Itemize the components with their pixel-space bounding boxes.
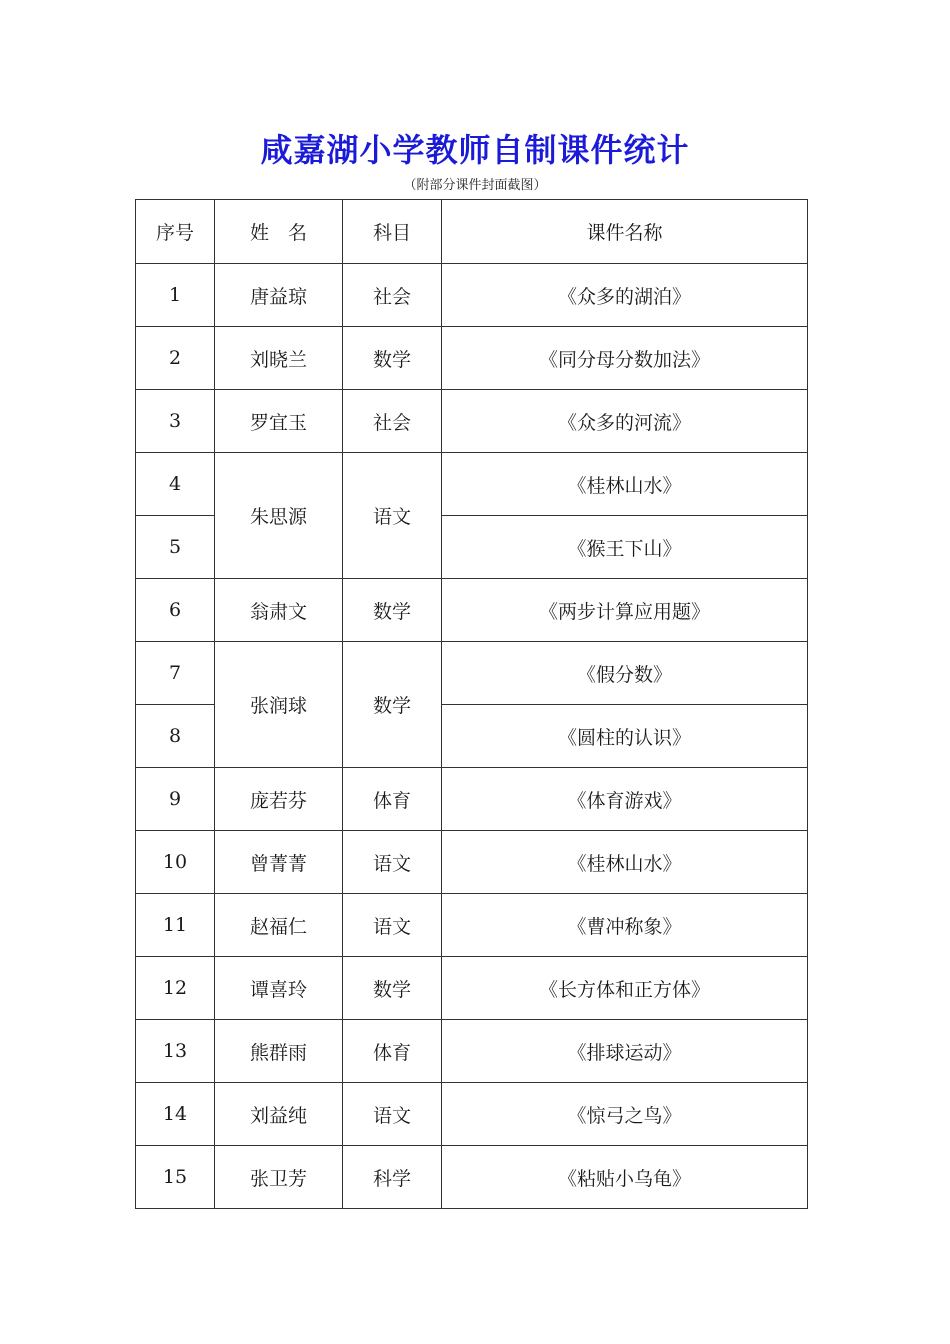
cell-subject: 语文 — [343, 894, 442, 957]
table-row — [136, 894, 808, 957]
cell-course: 《猴王下山》 — [442, 516, 808, 579]
cell-course: 《曹冲称象》 — [442, 894, 808, 957]
cell-subject: 数学 — [343, 957, 442, 1020]
table-row — [136, 831, 808, 894]
cell-seq: 8 — [136, 705, 215, 768]
cell-subject: 语文 — [343, 453, 442, 579]
cell-name: 赵福仁 — [215, 894, 343, 957]
cell-course: 《惊弓之鸟》 — [442, 1083, 808, 1146]
cell-subject: 数学 — [343, 642, 442, 768]
cell-course: 《假分数》 — [442, 642, 808, 705]
cell-course: 《排球运动》 — [442, 1020, 808, 1083]
cell-course: 《众多的湖泊》 — [442, 264, 808, 327]
cell-course: 《同分母分数加法》 — [442, 327, 808, 390]
cell-course: 《众多的河流》 — [442, 390, 808, 453]
cell-seq: 9 — [136, 768, 215, 831]
table-row — [136, 1146, 808, 1209]
cell-seq: 3 — [136, 390, 215, 453]
header-course: 课件名称 — [442, 200, 808, 264]
cell-subject: 科学 — [343, 1146, 442, 1209]
cell-seq: 12 — [136, 957, 215, 1020]
cell-course: 《桂林山水》 — [442, 453, 808, 516]
cell-course: 《长方体和正方体》 — [442, 957, 808, 1020]
cell-name: 刘晓兰 — [215, 327, 343, 390]
courseware-table — [135, 199, 808, 1209]
page-subtitle: （附部分课件封面截图） — [403, 178, 547, 193]
cell-name: 庞若芬 — [215, 768, 343, 831]
cell-subject: 数学 — [343, 327, 442, 390]
cell-name: 刘益纯 — [215, 1083, 343, 1146]
table-row — [136, 579, 808, 642]
header-name: 姓 名 — [215, 200, 343, 264]
cell-seq: 7 — [136, 642, 215, 705]
cell-subject: 社会 — [343, 264, 442, 327]
cell-course: 《体育游戏》 — [442, 768, 808, 831]
table-row — [136, 957, 808, 1020]
cell-course: 《圆柱的认识》 — [442, 705, 808, 768]
cell-seq: 6 — [136, 579, 215, 642]
table-row — [136, 453, 808, 516]
cell-subject: 语文 — [343, 1083, 442, 1146]
cell-course: 《粘贴小乌龟》 — [442, 1146, 808, 1209]
cell-subject: 体育 — [343, 1020, 442, 1083]
cell-subject: 语文 — [343, 831, 442, 894]
cell-seq: 14 — [136, 1083, 215, 1146]
cell-subject: 数学 — [343, 579, 442, 642]
cell-course: 《两步计算应用题》 — [442, 579, 808, 642]
cell-name: 罗宜玉 — [215, 390, 343, 453]
cell-course: 《桂林山水》 — [442, 831, 808, 894]
cell-seq: 11 — [136, 894, 215, 957]
cell-name: 朱思源 — [215, 453, 343, 579]
table-row — [136, 1083, 808, 1146]
cell-name: 翁肃文 — [215, 579, 343, 642]
header-seq: 序号 — [136, 200, 215, 264]
table-row — [136, 327, 808, 390]
cell-seq: 13 — [136, 1020, 215, 1083]
cell-seq: 4 — [136, 453, 215, 516]
cell-name: 熊群雨 — [215, 1020, 343, 1083]
table-row — [136, 264, 808, 327]
cell-name: 唐益琼 — [215, 264, 343, 327]
table-row — [136, 642, 808, 705]
cell-seq: 15 — [136, 1146, 215, 1209]
table-row — [136, 768, 808, 831]
cell-subject: 体育 — [343, 768, 442, 831]
table-row — [136, 1020, 808, 1083]
table-row — [136, 390, 808, 453]
cell-name: 张卫芳 — [215, 1146, 343, 1209]
cell-name: 曾菁菁 — [215, 831, 343, 894]
cell-seq: 2 — [136, 327, 215, 390]
cell-seq: 5 — [136, 516, 215, 579]
cell-name: 谭喜玲 — [215, 957, 343, 1020]
page-title: 咸嘉湖小学教师自制课件统计 — [260, 131, 690, 169]
table-header-row — [136, 200, 808, 264]
cell-subject: 社会 — [343, 390, 442, 453]
cell-name: 张润球 — [215, 642, 343, 768]
cell-seq: 10 — [136, 831, 215, 894]
header-subject: 科目 — [343, 200, 442, 264]
cell-seq: 1 — [136, 264, 215, 327]
